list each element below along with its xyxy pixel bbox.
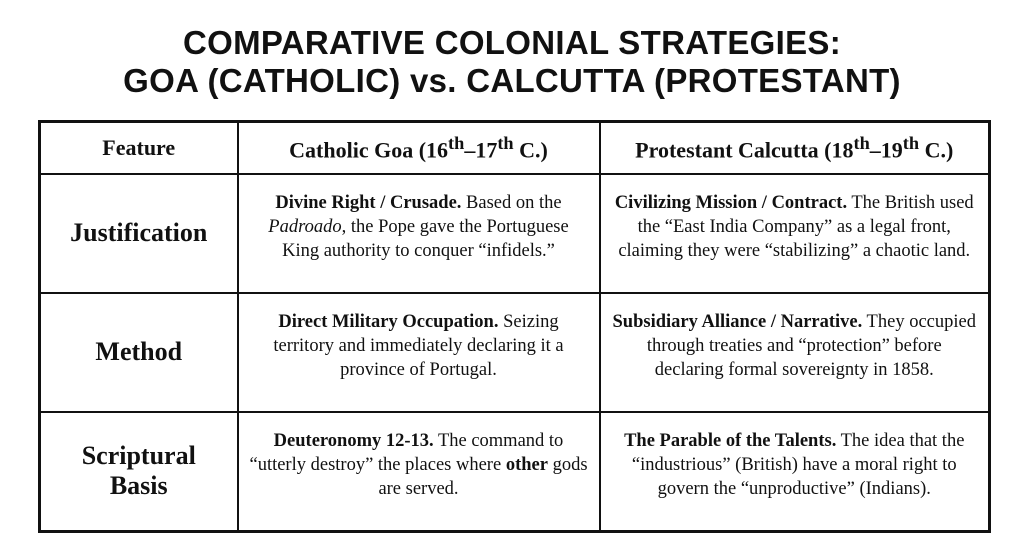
catholic-method (238, 293, 600, 412)
catholic-justification-text-2: , the Pope gave the Portuguese King authority to conquer “infidels.” (282, 217, 569, 261)
protestant-method-heading: Subsidiary Alliance / Narrative. (612, 311, 863, 332)
feature-scriptural-basis (40, 412, 238, 532)
catholic-justification-text-1: Based on the (461, 193, 562, 213)
feature-scriptural-basis-line-2: Basis (109, 471, 168, 501)
protestant-method (600, 293, 990, 412)
table-row-justification (40, 174, 990, 293)
table-row-method (40, 293, 990, 412)
header-protestant-calcutta (600, 122, 990, 175)
header-catholic-goa (238, 122, 600, 175)
page-title-line-2: GOA (CATHOLIC) vs. CALCUTTA (PROTESTANT) (123, 62, 901, 99)
header-protestant-suffix: C.) (919, 137, 954, 163)
header-protestant-sup-1: th (853, 132, 870, 153)
protestant-scriptural-text: The idea that the “industrious” (British) have a moral right to govern the “unproductive” (Indians). (631, 430, 965, 499)
catholic-scriptural-text-2: gods are served. (378, 454, 588, 499)
comparison-table (38, 120, 991, 533)
catholic-method-heading: Direct Military Occupation. (278, 311, 499, 332)
header-protestant-mid: –19 (869, 137, 903, 163)
feature-method: Method (40, 293, 238, 412)
catholic-scriptural-bold-word: other (505, 454, 548, 475)
feature-justification: Justification (40, 174, 238, 293)
catholic-method-text: Seizing territory and immediately declaring it a province of Portugal. (273, 311, 564, 380)
catholic-justification (238, 174, 600, 293)
protestant-justification-heading: Civilizing Mission / Contract. (614, 193, 848, 213)
protestant-justification-text: The British used the “East India Company” as a legal front, claiming they were “stabilizing” a chaotic land. (618, 193, 974, 261)
catholic-justification-italic: Padroado (268, 217, 342, 237)
header-catholic-sup-2: th (497, 132, 514, 153)
table-header-row (40, 122, 990, 175)
protestant-justification (600, 174, 990, 293)
protestant-scriptural-basis (600, 412, 990, 532)
header-catholic-suffix: C.) (513, 137, 548, 163)
header-catholic-prefix: Catholic Goa (16 (289, 137, 449, 163)
header-protestant-sup-2: th (902, 132, 920, 153)
feature-scriptural-basis-line-1: Scriptural (81, 441, 196, 471)
catholic-scriptural-text-1: The command to “utterly destroy” the places where (249, 430, 564, 475)
catholic-scriptural-basis (238, 412, 600, 532)
page-title-line-1: COMPARATIVE COLONIAL STRATEGIES: (183, 24, 841, 61)
header-catholic-sup-1: th (448, 132, 465, 153)
table-row-scriptural-basis (40, 412, 990, 532)
header-feature: Feature (40, 122, 238, 175)
protestant-method-text: They occupied through treaties and “protection” before declaring formal sovereignty in 1858. (646, 311, 976, 380)
header-catholic-mid: –17 (464, 137, 498, 163)
catholic-justification-heading: Divine Right / Crusade. (275, 193, 462, 213)
catholic-scriptural-heading: Deuteronomy 12-13. (273, 430, 434, 451)
protestant-scriptural-heading: The Parable of the Talents. (624, 430, 837, 451)
title-block (0, 24, 1024, 100)
header-protestant-prefix: Protestant Calcutta (18 (635, 137, 854, 163)
